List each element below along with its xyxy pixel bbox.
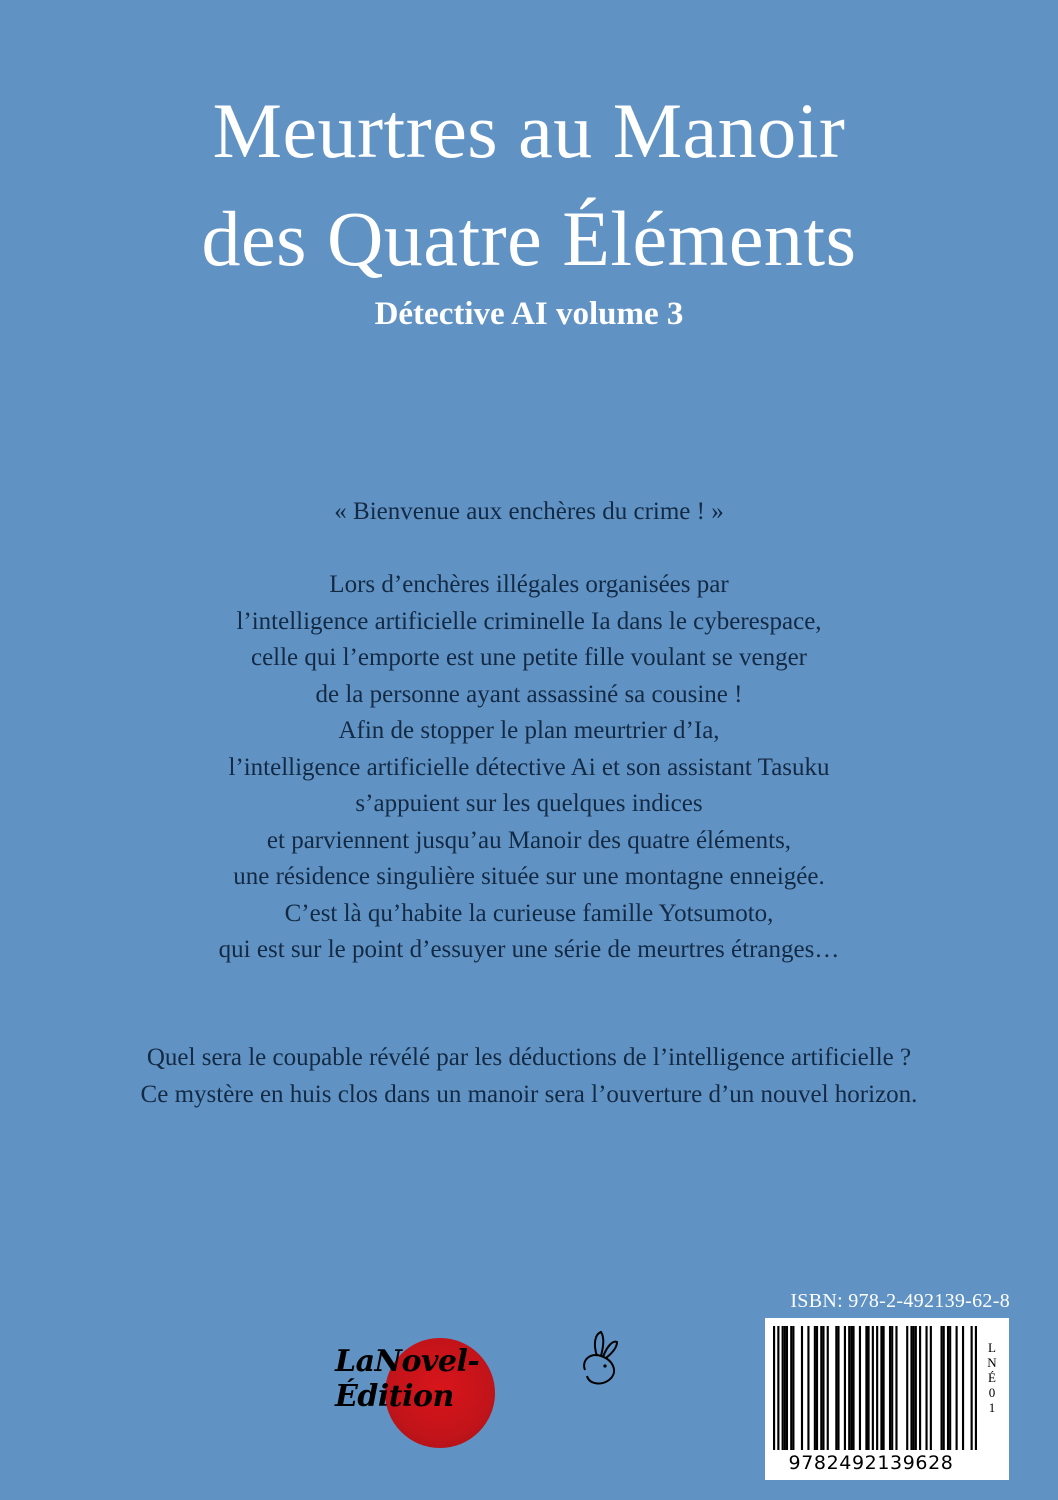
side-code-char: N [987,1355,997,1370]
side-code [983,1340,1001,1415]
barcode-bar [913,1326,915,1450]
blurb-line: de la personne ayant assassiné sa cousine ! [315,680,743,708]
barcode-bar [807,1326,809,1450]
series-subtitle: Détective AI volume 3 [374,296,684,332]
barcode-bar [792,1326,794,1450]
side-code-char: L [988,1340,996,1355]
publisher-logo [335,1318,635,1448]
blurb-line: qui est sur le point d’essuyer une série de meurtres étranges… [218,936,840,963]
barcode-bar [782,1326,784,1450]
barcode-bar [822,1326,824,1450]
barcode-bar [835,1326,837,1450]
blurb-line: Ce mystère en huis clos dans un manoir sera l’ouverture d’un nouvel horizon. [140,1080,918,1108]
barcode-bar [906,1326,908,1450]
barcode-bar [943,1326,945,1450]
blurb-line: celle qui l’emporte est une petite fille voulant se venger [250,644,808,671]
barcode-bar [889,1326,891,1450]
barcode-bar [848,1326,850,1450]
barcode-bar [872,1326,874,1450]
rabbit-icon [579,1330,623,1390]
barcode-bar [891,1326,893,1450]
barcode-bar [814,1326,816,1450]
side-code-char: É [988,1370,996,1385]
barcode-bar [919,1326,921,1450]
barcode-bar [784,1326,786,1450]
blurb-line: Quel sera le coupable révélé par les déductions de l’intelligence artificielle ? [146,1044,912,1071]
barcode-bar [940,1326,942,1450]
barcode-bar [820,1326,822,1450]
barcode-bar [971,1326,973,1450]
barcode-bar [865,1326,867,1450]
barcode-bar [915,1326,917,1450]
blurb-line: l’intelligence artificielle criminelle Ia dans le cyberespace, [236,607,822,635]
barcode-bar [876,1326,878,1450]
blurb-line: une résidence singulière située sur une montagne enneigée. [233,863,825,890]
barcode-bar [837,1326,839,1450]
barcode-bar [930,1326,932,1450]
barcode-bar [852,1326,854,1450]
barcode-bar [925,1326,927,1450]
blurb-line: Afin de stopper le plan meurtrier d’Ia, [338,717,720,744]
blurb-line: l’intelligence artificielle détective Ai et son assistant Tasuku [228,753,830,781]
blurb-tagline: « Bienvenue aux enchères du crime ! » [334,498,724,525]
blurb-line: C’est là qu’habite la curieuse famille Yotsumoto, [284,899,774,927]
barcode-digits: 9782492139628 [788,1452,954,1474]
barcode-bar [975,1326,977,1450]
publisher-wordmark: LaNovel-Édition [335,1344,480,1414]
blurb-line: et parviennent jusqu’au Manoir des quatre éléments, [266,826,792,854]
barcode-bar [867,1326,869,1450]
barcode-bar [880,1326,882,1450]
side-code-char: 0 [988,1385,996,1400]
barcode [765,1318,1009,1480]
barcode-bar [773,1326,775,1450]
barcode-bar [816,1326,818,1450]
book-title-line2: des Quatre Éléments [201,195,857,282]
book-title-line1: Meurtres au Manoir [212,87,846,174]
barcode-bar [786,1326,788,1450]
barcode-bar [827,1326,829,1450]
barcode-bar [910,1326,912,1450]
barcode-bar [895,1326,897,1450]
barcode-bar [962,1326,964,1450]
barcode-bar [801,1326,803,1450]
barcode-bar [947,1326,949,1450]
blurb-paragraph-2 [0,1040,1058,1113]
barcode-bar [777,1326,779,1450]
barcode-bar [949,1326,951,1450]
barcode-bar [790,1326,792,1450]
blurb-line: Lors d’enchères illégales organisées par [329,571,729,598]
barcode-bar [859,1326,861,1450]
barcode-bar [956,1326,958,1450]
blurb-line: s’appuient sur les quelques indices [355,790,703,817]
isbn-label: ISBN: 978-2-492139-62-8 [790,1290,1010,1312]
side-code-char: 1 [988,1400,996,1415]
barcode-bar [844,1326,846,1450]
barcode-bars [773,1326,977,1450]
blurb-paragraph-1 [0,567,1058,969]
barcode-bar [883,1326,885,1450]
barcode-bar [850,1326,852,1450]
